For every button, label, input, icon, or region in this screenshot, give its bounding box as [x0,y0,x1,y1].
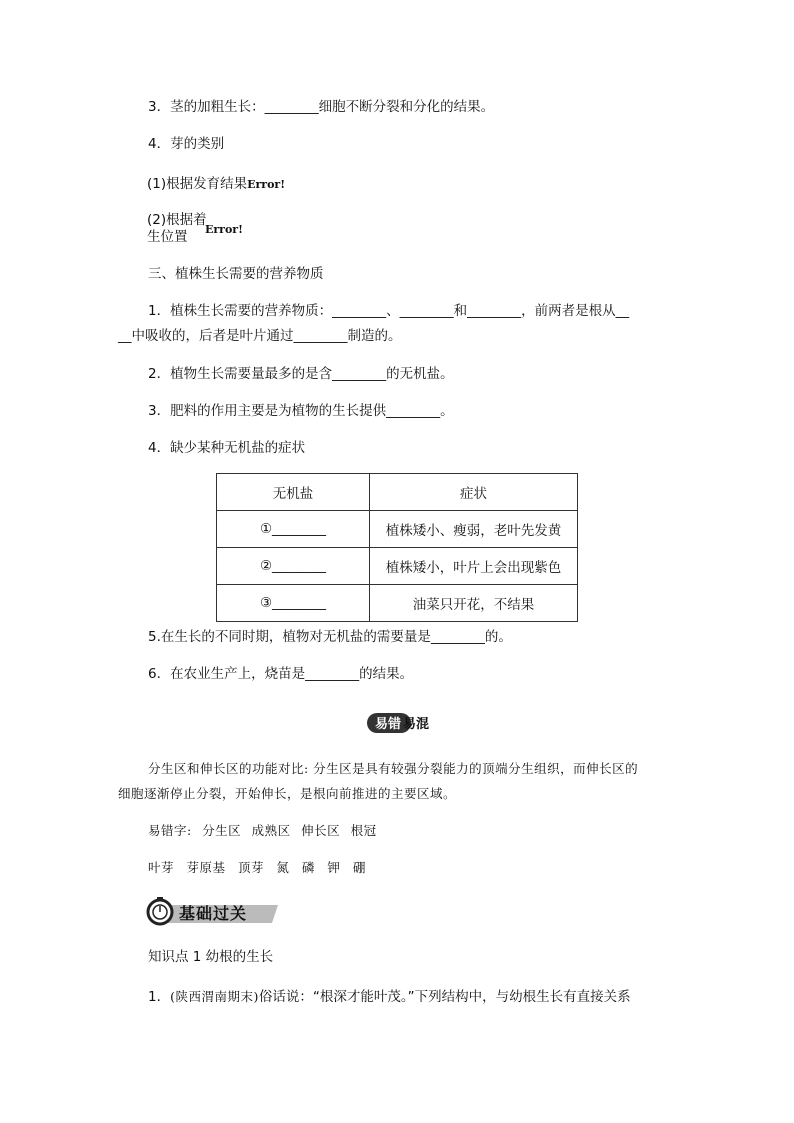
table-header-row [217,474,578,511]
nutrient-item-1b: __中吸收的，后者是叶片通过________制造的。 [118,328,402,344]
mineral-deficiency-table [216,473,578,622]
nutrient-item-4: 4．缺少某种无机盐的症状 [148,440,306,456]
text-line-3: 3．茎的加粗生长：________细胞不断分裂和分化的结果。 [148,99,495,115]
bud-classification-2-label-a: (2)根据着 [147,212,207,228]
question-1 [148,988,631,1006]
table-cell: 植株矮小，叶片上会出现紫色 [370,548,578,585]
table-header-cell: 无机盐 [217,474,370,511]
error-prone-badge [367,712,429,734]
section-3-heading: 三、植株生长需要的营养物质 [148,266,324,282]
bud-classification-2-label-b: 生位置 [147,229,188,245]
bud-classification-1 [147,175,285,194]
badge-label-1: 易错 [375,717,402,732]
section-header-title: 基础过关 [179,904,248,923]
error-prone-words-1: 易错字: 分生区 成熟区 伸长区 根冠 [148,823,377,838]
nutrient-item-3: 3．肥料的作用主要是为植物的生长提供________。 [148,403,454,419]
section-header-basic [146,897,278,927]
error-text-2: Error! [205,223,243,236]
nutrient-item-6: 6．在农业生产上，烧苗是________的结果。 [148,666,414,682]
table-cell: 油菜只开花，不结果 [370,585,578,622]
table-cell: 植株矮小、瘦弱，老叶先发黄 [370,511,578,548]
table-cell: ②________ [217,548,370,585]
nutrient-item-1a: 1．植株生长需要的营养物质：________、________和________，前两者是根从__ [148,303,630,319]
table-row [217,585,578,622]
table-header-cell: 症状 [370,474,578,511]
table-cell: ①________ [217,511,370,548]
tip-paragraph-1: 分生区和伸长区的功能对比: 分生区是具有较强分裂能力的顶端分生组织，而伸长区的 [148,761,639,776]
table-row [217,511,578,548]
badge-label-2: 易混 [403,717,429,732]
question-1-number: 1． [148,989,171,1005]
stopwatch-crown [157,897,163,900]
table-cell: ③________ [217,585,370,622]
question-1-text: 俗话说：“根深才能叶茂。”下列结构中，与幼根生长有直接关系 [258,989,631,1005]
nutrient-item-5: 5.在生长的不同时期，植物对无机盐的需要量是________的。 [148,629,512,645]
bud-classification-1-label: (1)根据发育结果 [147,176,248,192]
error-text-1: Error! [247,178,286,191]
text-line-4: 4．芽的类别 [148,136,225,152]
error-prone-words-2: 叶芽 芽原基 顶芽 氮 磷 钾 硼 [148,860,366,875]
nutrient-item-2: 2．植物生长需要量最多的是含________的无机盐。 [148,366,454,382]
tip-paragraph-2: 细胞逐渐停止分裂，开始伸长，是根向前推进的主要区域。 [118,786,457,801]
knowledge-point-title: 知识点 1 幼根的生长 [148,949,274,965]
question-1-source: (陕西渭南期末) [170,989,259,1004]
table-row [217,548,578,585]
